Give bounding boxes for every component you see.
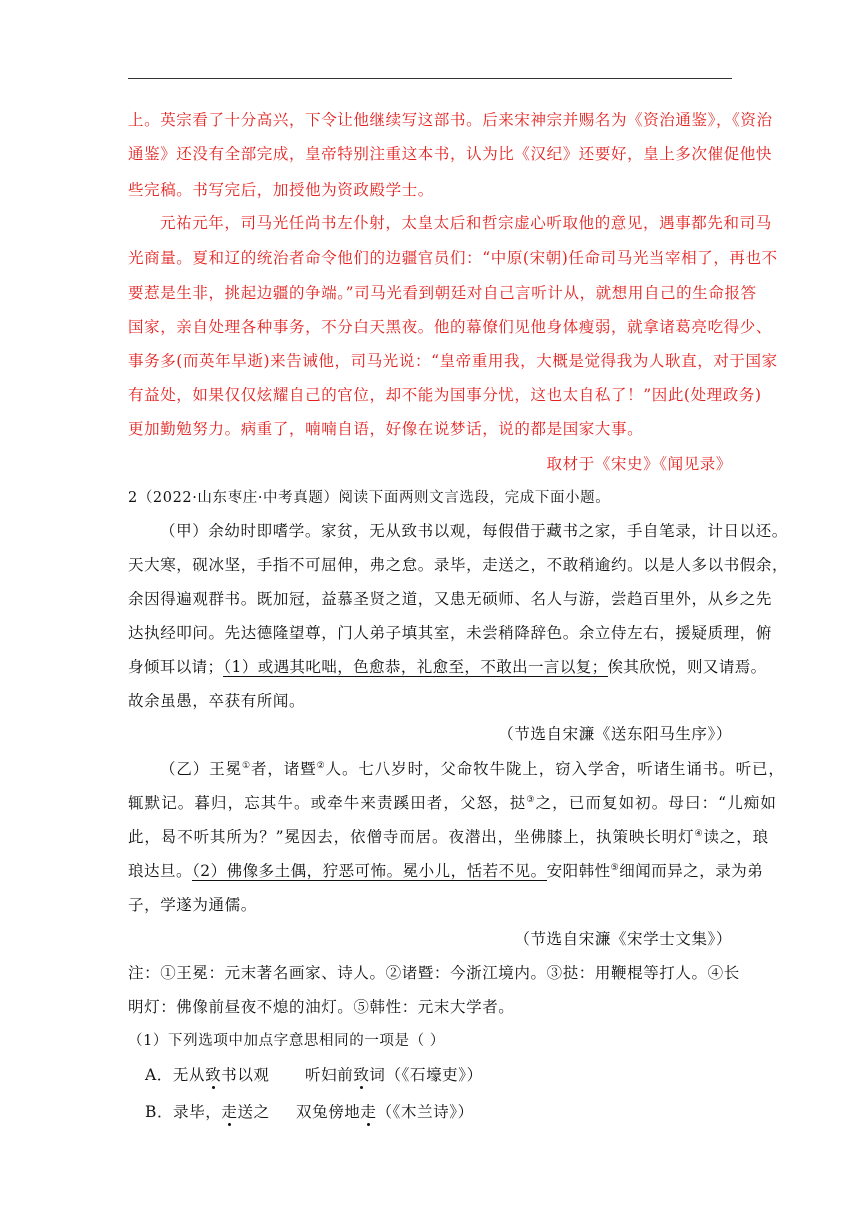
translation-line-4: 元祐元年，司马光任尚书左仆射，太皇太后和哲宗虚心听取他的意见，遇事都先和司马	[160, 214, 772, 232]
note-mark-2: ②	[316, 760, 326, 771]
jia-line-2: 天大寒，砚冰坚，手指不可屈伸，弗之怠。录毕，走送之，不敢稍逾约。以是人多以书假余，	[128, 556, 789, 574]
translation-line-3: 些完稿。书写完后，加授他为资政殿学士。	[128, 181, 434, 199]
yi-line-3-a: 此，曷不听其所为？”	[128, 828, 285, 846]
translation-line-8: 事务多(而英年早逝)来告诫他，司马光说：“皇帝重用我，大概是觉得我为人耿直，对于国家	[128, 352, 778, 370]
yi-line-2-b: 之，已而复如初。母曰：“儿痴如	[535, 794, 778, 812]
jia-line-5	[128, 655, 767, 677]
question-1-stem: （1）下列选项中加点字意思相同的一项是（ ）	[128, 1033, 446, 1049]
yi-source: （节选自宋濂《宋学士文集》）	[514, 930, 732, 948]
yi-line-5: 子，学遂为通儒。	[128, 896, 257, 914]
option-b-text-3: 双兔傍地	[296, 1103, 361, 1121]
yi-line-1-c: 人。七八岁时，父命牧牛陇上，窃入学舍，听诸生诵书。听已，	[325, 760, 785, 778]
translation-line-2: 通鉴》还没有全部完成，皇帝特别注重这本书，认为比《汉纪》还要好，皇上多次催促他快	[128, 145, 773, 163]
option-a-text-3: 听妇前	[305, 1066, 354, 1084]
jia-underlined-sentence-1: （1）或遇其叱咄，色愈恭，礼愈至，不敢出一言以复；	[223, 658, 608, 676]
jia-source: （节选自宋濂《送东阳马生序》）	[498, 725, 732, 743]
yi-line-4	[128, 859, 764, 881]
option-b-text-2: 送之	[237, 1103, 270, 1121]
option-a-dotted-char-2: 致	[353, 1066, 370, 1084]
option-a-dotted-char-1: 致	[205, 1066, 222, 1084]
option-a-compare	[305, 1063, 483, 1085]
jia-line-1: （甲）余幼时即嗜学。家贫，无从致书以观，每假借于藏书之家，手自笔录，计日以还。	[160, 522, 788, 540]
translation-line-9: 有益处，如果仅仅炫耀自己的官位，却不能为国事分忧，这也太自私了！”因此(处理政务)	[128, 386, 762, 404]
translation-line-6: 要惹是生非，挑起边疆的争端。”司马光看到朝廷对自己言听计从，就想用自己的生命报答	[128, 284, 757, 302]
yi-line-4-c: 安阳韩性	[546, 862, 611, 880]
jia-line-6: 故余虽愚，卒获有所闻。	[128, 692, 306, 710]
option-b-text-4: （《木兰诗》）	[376, 1103, 474, 1121]
yi-underlined-sentence-2: （2）佛像多土偶，狞恶可怖。冕小儿，恬若不见。	[192, 862, 547, 880]
option-b-label: B．	[145, 1103, 174, 1121]
note-mark-3: ③	[526, 794, 536, 805]
translation-source: 取材于《宋史》《闻见录》	[546, 455, 732, 473]
notes-line-2: 明灯：佛像前昼夜不熄的油灯。⑤韩性：元末大学者。	[128, 998, 515, 1016]
translation-line-7: 国家，亲自处理各种事务，不分白天黑夜。他的幕僚们见他身体瘦弱，就拿诸葛亮吃得少、	[128, 318, 773, 336]
yi-line-3-b: 冕因去，依僧寺而居。夜潜出，坐佛膝上，执策映长明灯	[284, 828, 695, 846]
yi-line-3	[128, 825, 770, 847]
notes-line-1: 注：①王冕：元末著名画家、诗人。②诸暨：今浙江境内。③挞：用鞭棍等打人。④长	[128, 964, 740, 982]
question-2-heading: 2（2022·山东枣庄·中考真题）阅读下面两则文言选段，完成下面小题。	[128, 490, 611, 506]
jia-line-5-c: 俟其欣悦，则又请焉。	[607, 658, 767, 676]
note-mark-5: ⑤	[610, 862, 620, 873]
yi-line-2	[128, 791, 778, 813]
yi-line-1-a: （乙）王冕	[160, 760, 243, 778]
option-a-text-1: 无从	[172, 1066, 206, 1084]
yi-line-4-d: 细闻而异之，录为弟	[619, 862, 764, 880]
translation-line-10: 更加勤勉努力。病重了，喃喃自语，好像在说梦话，说的都是国家大事。	[128, 420, 644, 438]
translation-line-5: 光商量。夏和辽的统治者命令他们的边疆官员们：“中原(宋朝)任命司马光当宰相了，再也不	[128, 249, 778, 267]
option-a-text-4: 词（《石壕吏》）	[369, 1066, 483, 1084]
translation-line-1: 上。英宗看了十分高兴，下令让他继续写这部书。后来宋神宗并赐名为《资治通鉴》，《资治	[128, 111, 773, 129]
yi-line-1	[128, 757, 785, 779]
option-b-dotted-char-2: 走	[360, 1103, 377, 1121]
note-mark-4: ④	[694, 828, 704, 839]
option-a-text-2: 书以观	[221, 1066, 270, 1084]
yi-line-4-a: 琅达旦。	[128, 862, 193, 880]
yi-line-1-b: 者，诸暨	[250, 760, 317, 778]
option-a-label: A．	[145, 1066, 173, 1084]
jia-line-4: 达执经叩问。先达德隆望尊，门人弟子填其室，未尝稍降辞色。余立侍左右，援疑质理，俯	[128, 624, 773, 642]
option-b	[145, 1100, 270, 1122]
yi-line-2-a: 辄默记。暮归，忘其牛。或牵牛来责蹊田者，父怒，挞	[128, 794, 527, 812]
option-b-text-1: 录毕，	[173, 1103, 222, 1121]
jia-line-5-a: 身倾耳以请；	[128, 658, 224, 676]
header-rule	[128, 78, 732, 79]
option-b-dotted-char-1: 走	[221, 1103, 238, 1121]
note-mark-1: ①	[242, 760, 251, 771]
option-b-compare	[296, 1100, 474, 1122]
yi-line-3-c: 读之，琅	[703, 828, 770, 846]
jia-line-3: 余因得遍观群书。既加冠，益慕圣贤之道，又患无硕师、名人与游，尝趋百里外，从乡之先	[128, 590, 773, 608]
option-a	[145, 1063, 270, 1085]
